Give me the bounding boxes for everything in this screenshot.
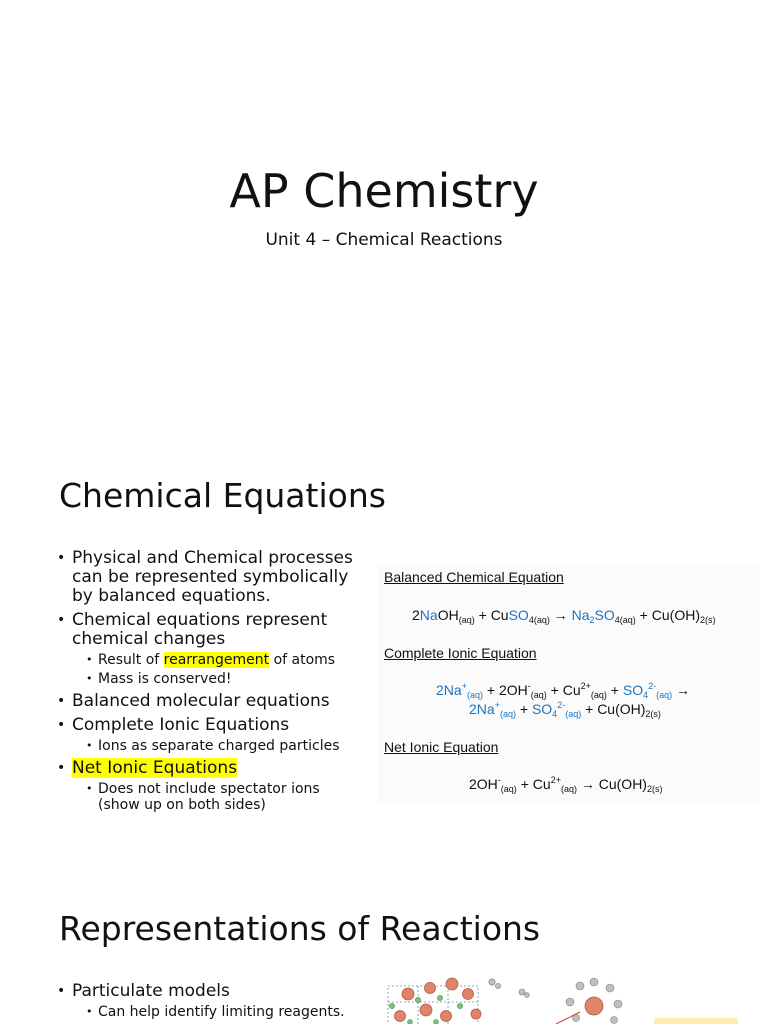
list-item	[56, 759, 362, 813]
complete-ionic-equation-line-1: $2Na^+_{(aq)} + 2OH^-_{(aq)} + Cu^{2+}_{(aq)} + SO_4^{2-}_{(aq)}$ →	[436, 681, 691, 700]
presentation-subtitle: Unit 4 – Chemical Reactions	[265, 230, 503, 250]
list-item-text: Particulate models	[72, 981, 230, 1001]
slide-heading-representations: Representations of Reactions	[59, 909, 541, 948]
title-slide	[0, 0, 768, 432]
list-item	[56, 611, 362, 687]
highlighted-text: Net Ionic Equations	[72, 758, 238, 778]
sub-list	[72, 652, 362, 687]
sub-list-item: • Does not include spectator ions (show up on both sides)	[72, 781, 362, 813]
net-ionic-equation-label: Net Ionic Equation	[384, 739, 499, 755]
presentation-title: AP Chemistry	[229, 164, 539, 218]
list-item-text: Complete Ionic Equations	[72, 715, 290, 735]
sub-list	[72, 738, 362, 754]
sub-list-item: • Mass is conserved!	[72, 671, 362, 687]
balanced-equation-label: Balanced Chemical Equation	[384, 569, 564, 585]
particulate-model-image	[380, 972, 740, 1024]
balanced-equation: 2NaOH$_{(aq)}$ + CuSO$_{4(aq)}$ → $Na_2SO_{4(aq)} + Cu(OH)_{2(s)}$	[412, 607, 716, 625]
list-item: • Balanced molecular equations	[56, 692, 362, 711]
equation-panel	[378, 563, 760, 803]
list-item: • Physical and Chemical processes can be represented symbolically by balanced equations.	[56, 549, 362, 606]
list-item	[56, 716, 362, 754]
list-item	[56, 982, 362, 1020]
sub-list	[72, 1004, 362, 1020]
bullet-list-chemical-equations	[56, 549, 362, 813]
complete-ionic-equation-label: Complete Ionic Equation	[384, 645, 537, 661]
text: Result of	[98, 652, 164, 668]
sub-list-item: • Ions as separate charged particles	[72, 738, 362, 754]
net-ionic-equation: $2OH^-_{(aq)} + Cu^{2+}_{(aq)} \to Cu(OH)_{2(s)}$	[469, 775, 663, 794]
slide-heading-chemical-equations: Chemical Equations	[59, 476, 386, 515]
list-item-text: Chemical equations represent chemical changes	[72, 610, 328, 649]
sub-list-item: • Can help identify limiting reagents.	[72, 1004, 362, 1020]
highlighted-text: rearrangement	[163, 652, 270, 668]
sub-list	[72, 781, 362, 813]
text: of atoms	[269, 652, 336, 668]
bullet-list-representations	[56, 982, 362, 1020]
sub-list-item	[72, 652, 362, 668]
complete-ionic-equation-line-2: $2Na^+_{(aq)} + SO_4^{2-}_{(aq)} + Cu(OH)_{2(s)}$	[469, 700, 661, 719]
